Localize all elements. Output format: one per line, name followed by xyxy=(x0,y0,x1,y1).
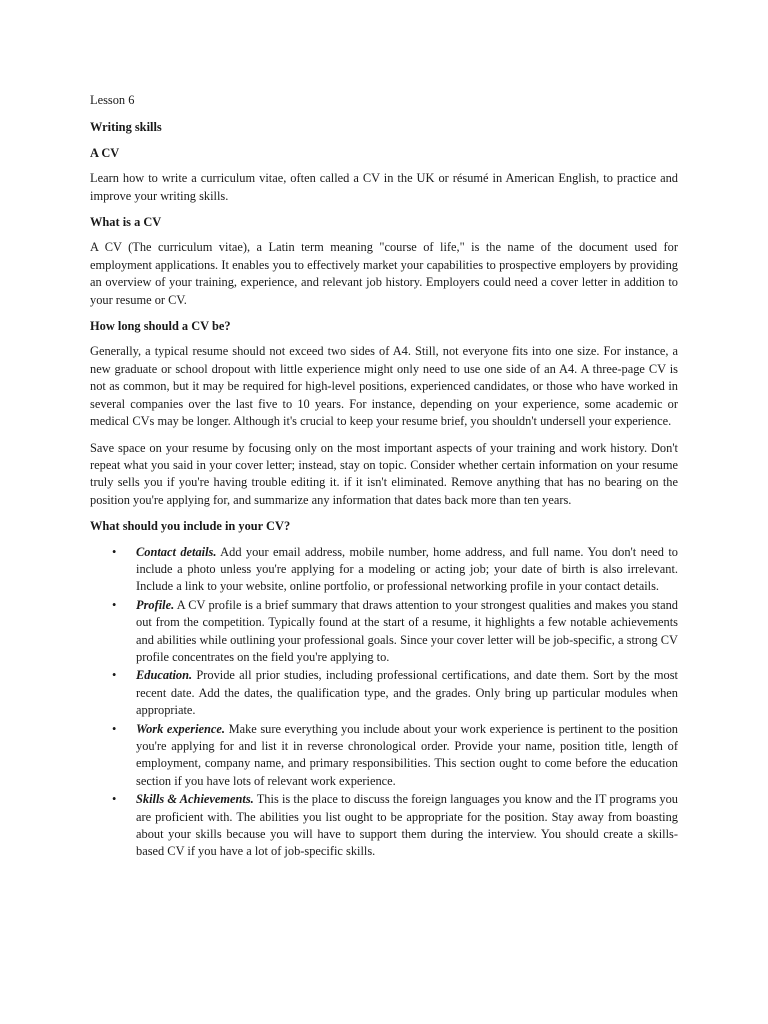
section-title: Writing skills xyxy=(90,120,162,135)
item-term: Contact details. xyxy=(136,544,217,559)
list-item xyxy=(90,721,678,791)
bullet-icon: • xyxy=(112,668,117,683)
item-text: Provide all prior studies, including professional certifications, and date them. Sort by the most recent date. Add the dates, the qualification type, and the grades. Only bring up particular modules when appropriate. xyxy=(136,668,678,718)
item-term: Work experience. xyxy=(136,721,226,736)
bullet-icon: • xyxy=(112,792,117,807)
intro-paragraph: Learn how to write a curriculum vitae, often called a CV in the UK or résumé in American English, to practice and improve your writing skills. xyxy=(90,171,678,203)
item-term: Profile. xyxy=(136,597,175,612)
list-item xyxy=(90,597,678,667)
document-title: A CV xyxy=(90,145,120,160)
item-text: Add your email address, mobile number, home address, and full name. You don't need to include a photo unless you're applying for a modeling or acting job; your date of birth is also irrelevant. Include a link to your website, online portfolio, or professional networking profile in your contact details. xyxy=(136,544,679,594)
item-term: Skills & Achievements. xyxy=(136,792,254,807)
how-long-heading: How long should a CV be? xyxy=(90,319,231,334)
lesson-label: Lesson 6 xyxy=(90,93,135,107)
document-page xyxy=(90,92,678,862)
include-heading: What should you include in your CV? xyxy=(90,519,291,534)
list-item xyxy=(90,667,678,719)
include-list xyxy=(90,544,678,861)
item-text: Make sure everything you include about your work experience is pertinent to the position you're applying for and list it in reverse chronological order. Provide your name, position title, length of employment, company name, and primary responsibilities. This section ought to come before the education section if you have lots of relevant work experience. xyxy=(136,721,678,788)
bullet-icon: • xyxy=(112,544,117,559)
item-text: This is the place to discuss the foreign languages you know and the IT programs you are proficient with. The abilities you list ought to be appropriate for the position. Stay away from boasting about your skills because you will have to support them during the interview. You should create a skills-based CV if you have a lot of job-specific skills. xyxy=(136,792,678,859)
item-term: Education. xyxy=(136,668,193,683)
list-item xyxy=(90,791,678,861)
what-is-heading: What is a CV xyxy=(90,215,162,230)
bullet-icon: • xyxy=(112,721,117,736)
item-text: A CV profile is a brief summary that draws attention to your strongest qualities and makes you stand out from the competition. Typically found at the start of a resume, it highlights a few notable achievements and abilities while outlining your professional goals. Since your cover letter will be job-specific, a strong CV profile concentrates on the field you're applying to. xyxy=(136,597,678,664)
list-item xyxy=(90,544,678,596)
how-long-paragraph-2: Save space on your resume by focusing only on the most important aspects of your training and work history. Don't repeat what you said in your cover letter; instead, stay on topic. Consider whether certain information on your resume truly sells you if you're having trouble editing it. if it isn't eliminated. Remove anything that has no bearing on the position you're applying for, and summarize any information that dates back more than ten years. xyxy=(90,440,678,507)
bullet-icon: • xyxy=(112,597,117,612)
how-long-paragraph-1: Generally, a typical resume should not exceed two sides of A4. Still, not everyone fits into one size. For instance, a new graduate or school dropout with little experience might only need to use one side of an A4. A three-page CV is not as common, but it may be required for high-level positions, experienced candidates, or those who have worked in several companies over the last five to 10 years. For instance, depending on your experience, some academic or medical CVs may be longer. Although it's crucial to keep your resume brief, you shouldn't undersell your experience. xyxy=(90,344,678,429)
what-is-paragraph: A CV (The curriculum vitae), a Latin term meaning "course of life," is the name of the document used for employment applications. It enables you to effectively market your capabilities to prospective employers by providing an overview of your training, experience, and relevant job history. Employers could need a cover letter in addition to your resume or CV. xyxy=(90,240,678,307)
